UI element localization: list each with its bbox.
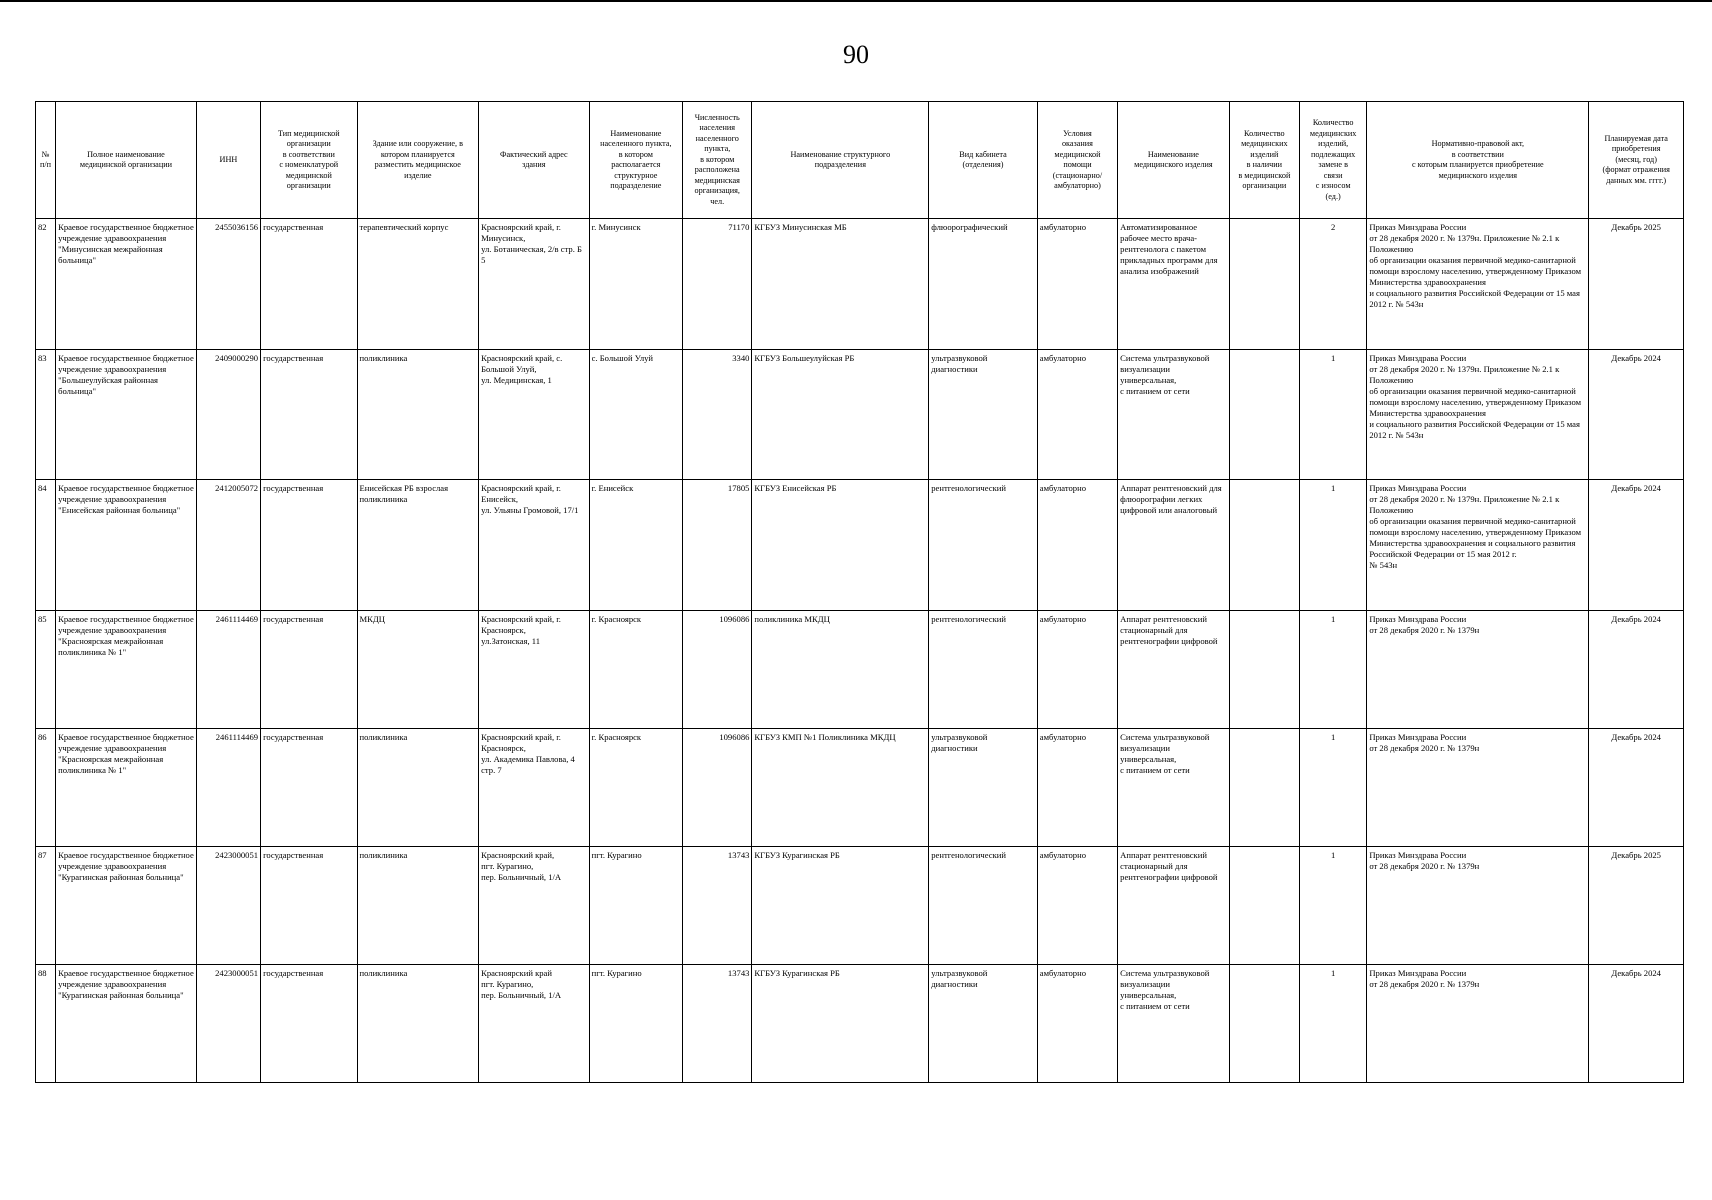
cell-org: Краевое государственное бюджетное учреждение здравоохранения "Енисейская районная больница" (56, 480, 197, 611)
cell-address: Красноярский край, г. Красноярск, ул.Затонская, 11 (479, 610, 590, 728)
cell-conditions: амбулаторно (1037, 219, 1117, 350)
header-conditions: Условия оказания медицинской помощи (стационарно/ амбулаторно) (1037, 102, 1117, 219)
cell-device: Система ультразвуковой визуализации универсальная, с питанием от сети (1118, 349, 1230, 480)
cell-unit: поликлиника МКДЦ (752, 610, 929, 728)
cell-address: Красноярский край, г. Енисейск, ул. Ульяны Громовой, 17/1 (479, 480, 590, 611)
cell-cabinet: рентгенологический (929, 480, 1038, 611)
header-address: Фактический адрес здания (479, 102, 590, 219)
cell-date: Декабрь 2024 (1589, 964, 1684, 1082)
header-type: Тип медицинской организации в соответствии с номенклатурой медицинской организации (261, 102, 357, 219)
cell-conditions: амбулаторно (1037, 610, 1117, 728)
header-building: Здание или сооружение, в котором планируется разместить медицинское изделие (357, 102, 479, 219)
cell-qty-available (1229, 480, 1299, 611)
cell-locality: г. Енисейск (589, 480, 682, 611)
cell-conditions: амбулаторно (1037, 846, 1117, 964)
cell-address: Красноярский край, г. Минусинск, ул. Ботаническая, 2/в стр. Б 5 (479, 219, 590, 350)
cell-population: 13743 (683, 964, 752, 1082)
cell-building: поликлиника (357, 728, 479, 846)
cell-population: 3340 (683, 349, 752, 480)
cell-address: Красноярский край, пгт. Курагино, пер. Больничный, 1/А (479, 846, 590, 964)
cell-inn: 2423000051 (196, 964, 260, 1082)
cell-num: 83 (36, 349, 56, 480)
cell-type: государственная (261, 964, 357, 1082)
cell-type: государственная (261, 846, 357, 964)
cell-qty-replace: 1 (1300, 846, 1367, 964)
cell-address: Красноярский край пгт. Курагино, пер. Больничный, 1/А (479, 964, 590, 1082)
cell-date: Декабрь 2025 (1589, 846, 1684, 964)
table-row (36, 480, 1684, 611)
cell-act: Приказ Минздрава России от 28 декабря 2020 г. № 1379н (1367, 846, 1589, 964)
cell-device: Система ультразвуковой визуализации универсальная, с питанием от сети (1118, 964, 1230, 1082)
cell-act: Приказ Минздрава России от 28 декабря 2020 г. № 1379н. Приложение № 2.1 к Положению об организации оказания первичной медико-санитарной помощи взрослому населению, утвержденному Приказом Министерства здравоохранения и социального развития Российской Федерации от 15 мая 2012 г. № 543н (1367, 219, 1589, 350)
cell-date: Декабрь 2024 (1589, 610, 1684, 728)
cell-conditions: амбулаторно (1037, 728, 1117, 846)
cell-type: государственная (261, 349, 357, 480)
cell-device: Автоматизированное рабочее место врача-рентгенолога с пакетом прикладных программ для анализа изображений (1118, 219, 1230, 350)
cell-cabinet: ультразвуковой диагностики (929, 728, 1038, 846)
cell-inn: 2455036156 (196, 219, 260, 350)
cell-num: 84 (36, 480, 56, 611)
table-row (36, 964, 1684, 1082)
page-top-border (0, 0, 1712, 2)
cell-unit: КГБУЗ Курагинская РБ (752, 846, 929, 964)
header-inn: ИНН (196, 102, 260, 219)
cell-qty-available (1229, 964, 1299, 1082)
header-unit: Наименование структурного подразделения (752, 102, 929, 219)
cell-org: Краевое государственное бюджетное учреждение здравоохранения "Минусинская межрайонная больница" (56, 219, 197, 350)
cell-inn: 2461114469 (196, 728, 260, 846)
header-org: Полное наименование медицинской организации (56, 102, 197, 219)
cell-building: поликлиника (357, 964, 479, 1082)
cell-cabinet: рентгенологический (929, 846, 1038, 964)
table-row (36, 349, 1684, 480)
cell-qty-replace: 1 (1300, 964, 1367, 1082)
cell-cabinet: ультразвуковой диагностики (929, 349, 1038, 480)
cell-locality: с. Большой Улуй (589, 349, 682, 480)
cell-qty-available (1229, 349, 1299, 480)
cell-act: Приказ Минздрава России от 28 декабря 2020 г. № 1379н (1367, 728, 1589, 846)
table-header-row (36, 102, 1684, 219)
cell-address: Красноярский край, г. Красноярск, ул. Академика Павлова, 4 стр. 7 (479, 728, 590, 846)
cell-qty-replace: 2 (1300, 219, 1367, 350)
cell-cabinet: ультразвуковой диагностики (929, 964, 1038, 1082)
cell-unit: КГБУЗ Минусинская МБ (752, 219, 929, 350)
cell-org: Краевое государственное бюджетное учреждение здравоохранения "Курагинская районная больница" (56, 964, 197, 1082)
cell-unit: КГБУЗ Енисейская РБ (752, 480, 929, 611)
cell-building: МКДЦ (357, 610, 479, 728)
cell-num: 85 (36, 610, 56, 728)
cell-inn: 2423000051 (196, 846, 260, 964)
cell-org: Краевое государственное бюджетное учреждение здравоохранения "Курагинская районная больница" (56, 846, 197, 964)
cell-qty-replace: 1 (1300, 610, 1367, 728)
cell-locality: пгт. Курагино (589, 964, 682, 1082)
header-qty-replace: Количество медицинских изделий, подлежащих замене в связи с износом (ед.) (1300, 102, 1367, 219)
cell-device: Аппарат рентгеновский стационарный для рентгенографии цифровой (1118, 846, 1230, 964)
cell-population: 1096086 (683, 610, 752, 728)
cell-num: 88 (36, 964, 56, 1082)
cell-unit: КГБУЗ Большеулуйская РБ (752, 349, 929, 480)
cell-date: Декабрь 2024 (1589, 728, 1684, 846)
equipment-plan-table (35, 101, 1684, 1083)
cell-inn: 2461114469 (196, 610, 260, 728)
cell-qty-available (1229, 219, 1299, 350)
cell-unit: КГБУЗ КМП №1 Поликлиника МКДЦ (752, 728, 929, 846)
cell-building: поликлиника (357, 349, 479, 480)
cell-qty-available (1229, 728, 1299, 846)
cell-org: Краевое государственное бюджетное учреждение здравоохранения "Красноярская межрайонная поликлиника № 1" (56, 728, 197, 846)
cell-inn: 2409000290 (196, 349, 260, 480)
cell-device: Аппарат рентгеновский для флюорографии легких цифровой или аналоговый (1118, 480, 1230, 611)
header-device: Наименование медицинского изделия (1118, 102, 1230, 219)
cell-qty-available (1229, 846, 1299, 964)
cell-inn: 2412005072 (196, 480, 260, 611)
cell-conditions: амбулаторно (1037, 349, 1117, 480)
cell-type: государственная (261, 219, 357, 350)
cell-org: Краевое государственное бюджетное учреждение здравоохранения "Большеулуйская районная больница" (56, 349, 197, 480)
cell-num: 87 (36, 846, 56, 964)
header-num: № п/п (36, 102, 56, 219)
cell-num: 82 (36, 219, 56, 350)
table-row (36, 846, 1684, 964)
cell-conditions: амбулаторно (1037, 480, 1117, 611)
header-qty-available: Количество медицинских изделий в наличии в медицинской организации (1229, 102, 1299, 219)
cell-population: 71170 (683, 219, 752, 350)
cell-unit: КГБУЗ Курагинская РБ (752, 964, 929, 1082)
cell-population: 17805 (683, 480, 752, 611)
header-date: Планируемая дата приобретения (месяц, год) (формат отражения данных мм. гггг.) (1589, 102, 1684, 219)
cell-num: 86 (36, 728, 56, 846)
cell-population: 13743 (683, 846, 752, 964)
cell-address: Красноярский край, с. Большой Улуй, ул. Медицинская, 1 (479, 349, 590, 480)
cell-locality: г. Минусинск (589, 219, 682, 350)
cell-act: Приказ Минздрава России от 28 декабря 2020 г. № 1379н (1367, 964, 1589, 1082)
cell-qty-replace: 1 (1300, 480, 1367, 611)
cell-building: поликлиника (357, 846, 479, 964)
cell-date: Декабрь 2025 (1589, 219, 1684, 350)
page-number: 90 (843, 40, 869, 69)
cell-act: Приказ Минздрава России от 28 декабря 2020 г. № 1379н. Приложение № 2.1 к Положению об организации оказания первичной медико-санитарной помощи взрослому населению, утвержденному Приказом Министерства здравоохранения и социального развития Российской Федерации от 15 мая 2012 г. № 543н (1367, 349, 1589, 480)
cell-date: Декабрь 2024 (1589, 349, 1684, 480)
cell-qty-replace: 1 (1300, 349, 1367, 480)
cell-act: Приказ Минздрава России от 28 декабря 2020 г. № 1379н (1367, 610, 1589, 728)
cell-type: государственная (261, 728, 357, 846)
cell-locality: пгт. Курагино (589, 846, 682, 964)
cell-conditions: амбулаторно (1037, 964, 1117, 1082)
cell-cabinet: рентгенологический (929, 610, 1038, 728)
cell-device: Аппарат рентгеновский стационарный для рентгенографии цифровой (1118, 610, 1230, 728)
table-row (36, 219, 1684, 350)
cell-type: государственная (261, 610, 357, 728)
cell-locality: г. Красноярск (589, 610, 682, 728)
cell-date: Декабрь 2024 (1589, 480, 1684, 611)
table-row (36, 610, 1684, 728)
cell-building: Енисейская РБ взрослая поликлиника (357, 480, 479, 611)
header-locality: Наименование населенного пункта, в котором располагается структурное подразделение (589, 102, 682, 219)
cell-population: 1096086 (683, 728, 752, 846)
cell-cabinet: флюорографический (929, 219, 1038, 350)
cell-device: Система ультразвуковой визуализации универсальная, с питанием от сети (1118, 728, 1230, 846)
cell-locality: г. Красноярск (589, 728, 682, 846)
table-row (36, 728, 1684, 846)
cell-org: Краевое государственное бюджетное учреждение здравоохранения "Красноярская межрайонная поликлиника № 1" (56, 610, 197, 728)
cell-act: Приказ Минздрава России от 28 декабря 2020 г. № 1379н. Приложение № 2.1 к Положению об организации оказания первичной медико-санитарной помощи взрослому населению, утвержденному Приказом Министерства здравоохранения и социального развития Российской Федерации от 15 мая 2012 г. № 543н (1367, 480, 1589, 611)
header-cabinet: Вид кабинета (отделения) (929, 102, 1038, 219)
cell-qty-replace: 1 (1300, 728, 1367, 846)
cell-type: государственная (261, 480, 357, 611)
cell-building: терапевтический корпус (357, 219, 479, 350)
header-population: Численность населения населенного пункта, в котором расположена медицинская организация, чел. (683, 102, 752, 219)
cell-qty-available (1229, 610, 1299, 728)
header-act: Нормативно-правовой акт, в соответствии с которым планируется приобретение медицинского изделия (1367, 102, 1589, 219)
